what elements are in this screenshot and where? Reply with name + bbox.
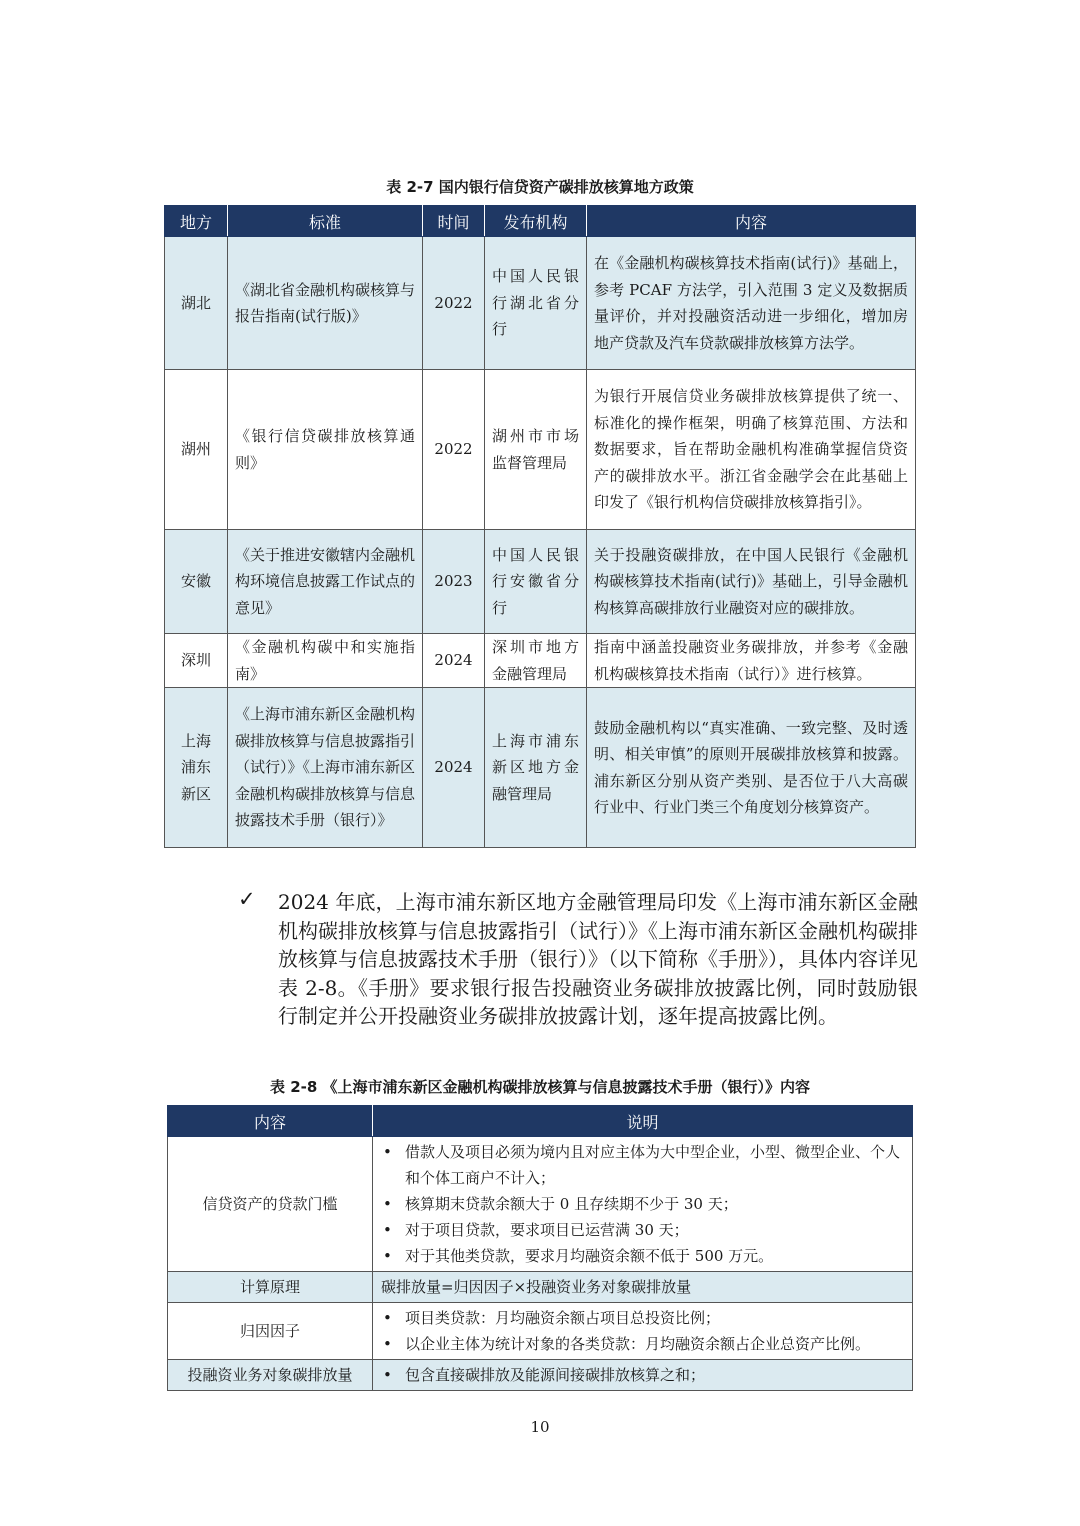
cell-content: 关于投融资碳排放，在中国人民银行《金融机构碳核算技术指南(试行)》基础上，引导金融机构核算高碳排放行业融资对应的碳排放。 [587,530,916,634]
cell-issuer: 中国人民银行湖北省分行 [485,237,587,370]
regional-policy-table [164,205,916,848]
cell-content: 为银行开展信贷业务碳排放核算提供了统一、标准化的操作框架，明确了核算范围、方法和数据要求，旨在帮助金融机构准确掌握信贷资产的碳排放水平。浙江省金融学会在此基础上印发了《银行机构信贷碳排放核算指引》。 [587,370,916,530]
table-row [168,1303,913,1360]
cell-standard: 《银行信贷碳排放核算通则》 [228,370,423,530]
cell-region: 湖北 [165,237,228,370]
cell-region: 湖州 [165,370,228,530]
table-row [168,1137,913,1272]
page-number: 10 [530,1418,550,1436]
cell-description [373,1303,913,1360]
bullet-list [381,1362,904,1388]
col-header-description: 说明 [373,1106,913,1137]
cell-standard: 《金融机构碳中和实施指南》 [228,634,423,688]
cell-region: 安徽 [165,530,228,634]
cell-standard: 《湖北省金融机构碳核算与报告指南(试行版)》 [228,237,423,370]
col-header-issuer: 发布机构 [485,206,587,237]
cell-year: 2022 [423,370,485,530]
cell-item: 投融资业务对象碳排放量 [168,1360,373,1391]
cell-issuer: 湖州市市场监督管理局 [485,370,587,530]
col-header-item: 内容 [168,1106,373,1137]
cell-year: 2024 [423,634,485,688]
table-row [165,688,916,848]
cell-item: 信贷资产的贷款门槛 [168,1137,373,1272]
table-row [165,634,916,688]
cell-issuer: 深圳市地方金融管理局 [485,634,587,688]
col-header-content: 内容 [587,206,916,237]
table-row [165,237,916,370]
cell-description [373,1137,913,1272]
cell-item: 归因因子 [168,1303,373,1360]
list-item: • 以企业主体为统计对象的各类贷款：月均融资余额占企业总资产比例。 [381,1331,904,1357]
table-row [165,530,916,634]
col-header-region: 地方 [165,206,228,237]
table2-caption: 表 2-8 《上海市浦东新区金融机构碳排放核算与信息披露技术手册（银行）》内容 [269,1078,811,1096]
cell-region: 上海浦东新区 [165,688,228,848]
list-item: • 项目类贷款：月均融资余额占项目总投资比例； [381,1305,904,1331]
table-header-row [168,1106,913,1137]
table-header-row [165,206,916,237]
cell-description: 碳排放量=归因因子×投融资业务对象碳排放量 [373,1272,913,1303]
table-row [168,1272,913,1303]
bullet-list [381,1139,904,1269]
list-item: • 借款人及项目必须为境内且对应主体为大中型企业，小型、微型企业、个人和个体工商户不计入； [381,1139,904,1191]
table-row [168,1360,913,1391]
col-header-standard: 标准 [228,206,423,237]
table-row [165,370,916,530]
cell-description [373,1360,913,1391]
cell-content: 在《金融机构碳核算技术指南(试行)》基础上，参考 PCAF 方法学，引入范围 3 定义及数据质量评价，并对投融资活动进一步细化，增加房地产贷款及汽车贷款碳排放核算方法学。 [587,237,916,370]
body-paragraph: 2024 年底，上海市浦东新区地方金融管理局印发《上海市浦东新区金融机构碳排放核算与信息披露指引（试行）》《上海市浦东新区金融机构碳排放核算与信息披露技术手册（银行）》（以下简称《手册》），具体内容详见表 2-8。《手册》要求银行报告投融资业务碳排放披露比例，同时鼓励银行制定并公开投融资业务碳排放披露计划，逐年提高披露比例。 [278,890,918,1028]
list-item: • 包含直接碳排放及能源间接碳排放核算之和； [381,1362,904,1388]
cell-content: 指南中涵盖投融资业务碳排放，并参考《金融机构碳核算技术指南（试行）》进行核算。 [587,634,916,688]
cell-standard: 《关于推进安徽辖内金融机构环境信息披露工作试点的意见》 [228,530,423,634]
cell-content: 鼓励金融机构以“真实准确、一致完整、及时透明、相关审慎”的原则开展碳排放核算和披露。浦东新区分别从资产类别、是否位于八大高碳行业中、行业门类三个角度划分核算资产。 [587,688,916,848]
cell-standard: 《上海市浦东新区金融机构碳排放核算与信息披露指引（试行）》《上海市浦东新区金融机构碳排放核算与信息披露技术手册（银行）》 [228,688,423,848]
cell-issuer: 中国人民银行安徽省分行 [485,530,587,634]
cell-year: 2022 [423,237,485,370]
list-item: • 对于其他类贷款，要求月均融资余额不低于 500 万元。 [381,1243,904,1269]
cell-issuer: 上海市浦东新区地方金融管理局 [485,688,587,848]
cell-item: 计算原理 [168,1272,373,1303]
cell-year: 2024 [423,688,485,848]
cell-year: 2023 [423,530,485,634]
list-item: • 核算期末贷款余额大于 0 且存续期不少于 30 天； [381,1191,904,1217]
col-header-year: 时间 [423,206,485,237]
cell-region: 深圳 [165,634,228,688]
list-item: • 对于项目贷款，要求项目已运营满 30 天； [381,1217,904,1243]
checkmark-icon: ✓ [238,887,256,911]
table1-caption: 表 2-7 国内银行信贷资产碳排放核算地方政策 [386,178,694,196]
handbook-content-table [167,1105,913,1391]
bullet-list [381,1305,904,1357]
